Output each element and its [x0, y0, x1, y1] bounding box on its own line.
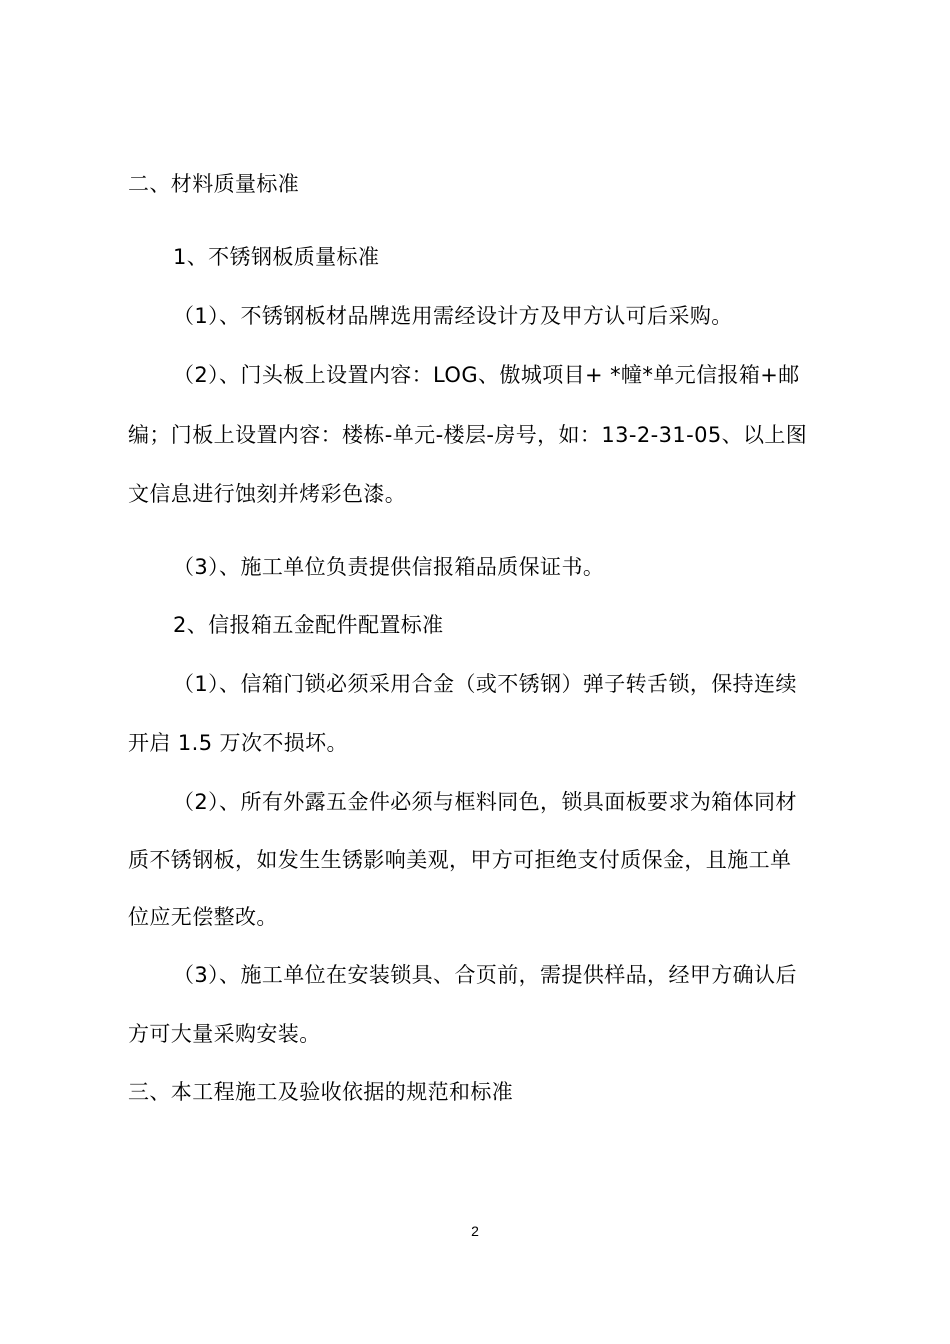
page-number: 2: [471, 1223, 479, 1239]
subsection-heading: 2、信报箱五金配件配置标准: [173, 613, 444, 637]
paragraph-line: （2）、门头板上设置内容：LOG、傲城项目+ *幢*单元信报箱+邮: [173, 363, 800, 387]
section-heading: 二、材料质量标准: [128, 172, 300, 196]
paragraph-line: 开启 1.5 万次不损坏。: [128, 731, 348, 755]
paragraph-line: （1）、不锈钢板材品牌选用需经设计方及甲方认可后采购。: [173, 304, 733, 328]
subsection-heading: 1、不锈钢板质量标准: [173, 245, 380, 269]
paragraph-line: （3）、施工单位负责提供信报箱品质保证书。: [173, 555, 605, 579]
paragraph-line: 质不锈钢板，如发生生锈影响美观，甲方可拒绝支付质保金，且施工单: [128, 848, 792, 872]
paragraph-line: （2）、所有外露五金件必须与框料同色，锁具面板要求为箱体同材: [173, 790, 797, 814]
section-heading: 三、本工程施工及验收依据的规范和标准: [128, 1080, 514, 1104]
paragraph-line: 文信息进行蚀刻并烤彩色漆。: [128, 482, 407, 506]
paragraph-line: 编；门板上设置内容：楼栋-单元-楼层-房号，如：13-2-31-05、以上图: [128, 423, 808, 447]
paragraph-line: 方可大量采购安装。: [128, 1022, 321, 1046]
paragraph-line: （3）、施工单位在安装锁具、合页前，需提供样品，经甲方确认后: [173, 963, 797, 987]
paragraph-line: 位应无偿整改。: [128, 905, 278, 929]
paragraph-line: （1）、信箱门锁必须采用合金（或不锈钢）弹子转舌锁，保持连续: [173, 672, 797, 696]
